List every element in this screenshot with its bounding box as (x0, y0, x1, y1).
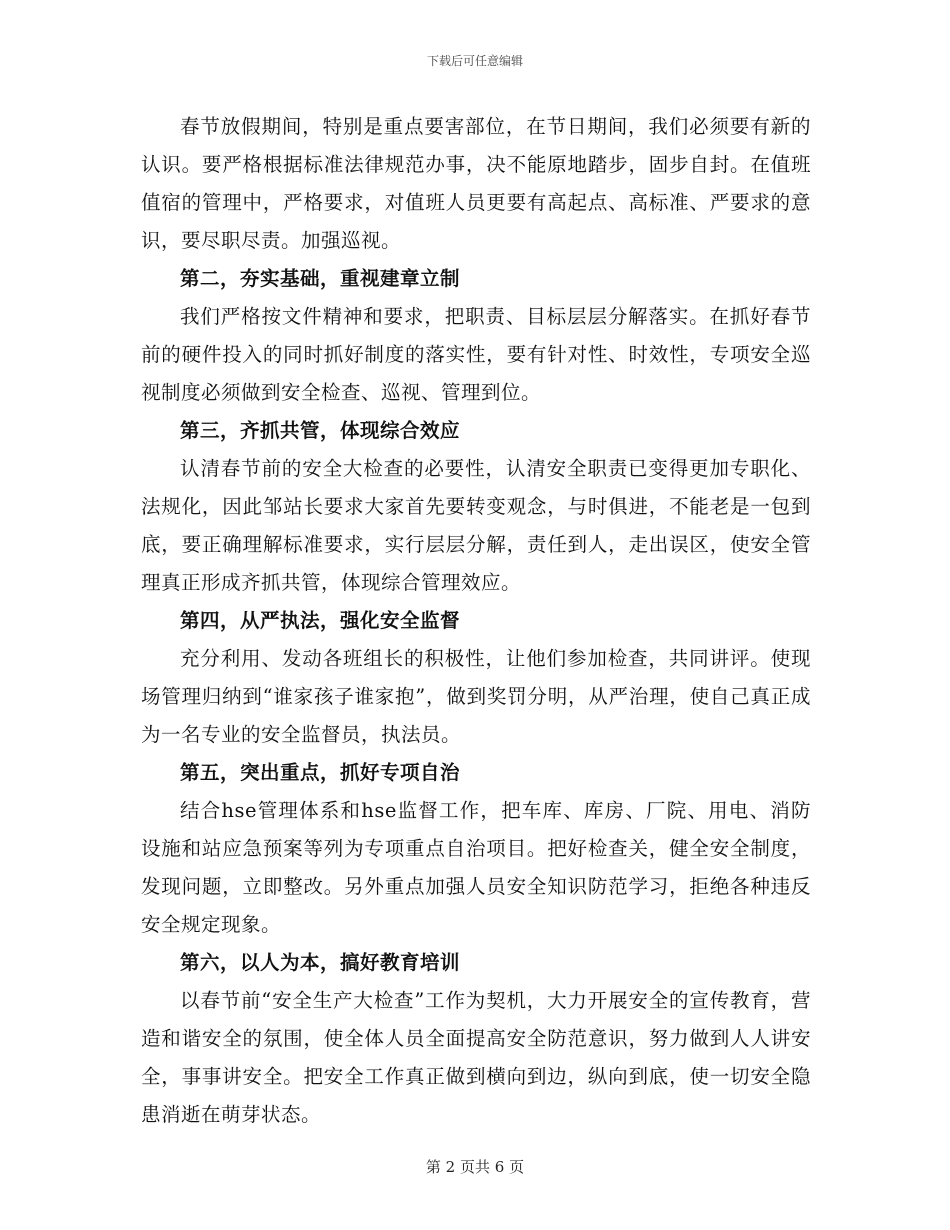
page-header-note: 下载后可任意编辑 (426, 54, 523, 68)
paragraph-intro: 春节放假期间，特别是重点要害部位，在节日期间，我们必须要有新的认识。要严格根据标准法律规范办事，决不能原地踏步，固步自封。在值班值宿的管理中，严格要求，对值班人员更要有高起点、高标准、严要求的意识，要尽职尽责。加强巡视。 (141, 115, 811, 252)
section-heading-6: 第六，以人为本，搞好教育培训 (180, 951, 461, 974)
document-body (141, 108, 811, 1134)
paragraph-section-3: 认清春节前的安全大检查的必要性，认清安全职责已变得更加专职化、法规化，因此邹站长要求大家首先要转变观念，与时俱进，不能老是一包到底，要正确理解标准要求，实行层层分解，责任到人，走出误区，使安全管理真正形成齐抓共管，体现综合管理效应。 (141, 457, 811, 594)
section-heading-2: 第二，夯实基础，重视建章立制 (180, 267, 461, 290)
paragraph-section-2: 我们严格按文件精神和要求，把职责、目标层层分解落实。在抓好春节前的硬件投入的同时抓好制度的落实性，要有针对性、时效性，专项安全巡视制度必须做到安全检查、巡视、管理到位。 (141, 305, 811, 404)
paragraph-section-4: 充分利用、发动各班组长的积极性，让他们参加检查，共同讲评。使现场管理归纳到“谁家孩子谁家抱”，做到奖罚分明，从严治理，使自己真正成为一名专业的安全监督员，执法员。 (141, 647, 811, 746)
section-heading-5: 第五，突出重点，抓好专项自治 (180, 761, 461, 784)
page-number: 第 2 页共 6 页 (425, 1158, 525, 1176)
section-heading-3: 第三，齐抓共管，体现综合效应 (180, 419, 461, 442)
paragraph-section-6: 以春节前“安全生产大检查”工作为契机，大力开展安全的宣传教育，营造和谐安全的氛围，使全体人员全面提高安全防范意识，努力做到人人讲安全，事事讲安全。把安全工作真正做到横向到边，纵向到底，使一切安全隐患消逝在萌芽状态。 (141, 989, 811, 1126)
section-heading-4: 第四，从严执法，强化安全监督 (180, 609, 461, 632)
paragraph-section-5: 结合hse管理体系和hse监督工作，把车库、库房、厂院、用电、消防设施和站应急预案等列为专项重点自治项目。把好检查关，健全安全制度，发现问题，立即整改。另外重点加强人员安全知识防范学习，拒绝各种违反安全规定现象。 (141, 799, 811, 936)
